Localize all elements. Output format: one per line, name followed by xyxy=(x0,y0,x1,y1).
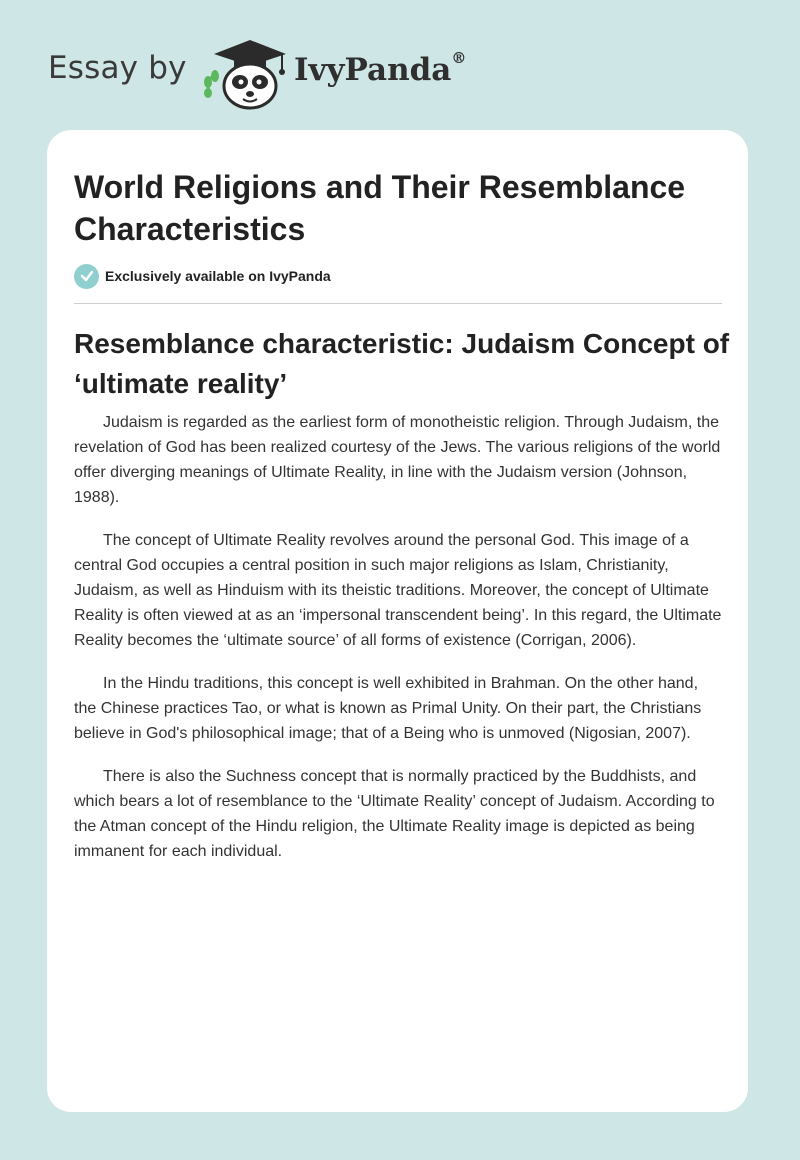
check-icon xyxy=(74,264,99,289)
page-title: World Religions and Their Resemblance Characteristics xyxy=(74,169,686,247)
divider xyxy=(74,303,722,304)
site-header xyxy=(0,0,800,130)
section-title: Resemblance characteristic: Judaism Concept of ‘ultimate reality’ xyxy=(74,328,730,399)
paragraph: In the Hindu traditions, this concept is well exhibited in Brahman. On the other hand, the Chinese practices Tao, or what is known as Primal Unity. On their part, the Christians believe in God's philosophical image; that of a Being who is unmoved (Nigosian, 2007). xyxy=(74,675,702,742)
exclusive-badge xyxy=(74,263,331,289)
paragraph: The concept of Ultimate Reality revolves around the personal God. This image of a central God occupies a central position in such major religions as Islam, Christianity, Judaism, as well as Hinduism with its theistic traditions. Moreover, the concept of Ultimate Reality is often viewed at as an ‘impersonal transcendent being’. In this regard, the Ultimate Reality becomes the ‘ultimate source’ of all forms of existence (Corrigan, 2006). xyxy=(74,532,722,649)
paragraph: Judaism is regarded as the earliest form of monotheistic religion. Through Judaism, the revelation of God has been realized courtesy of the Jews. The various religions of the world offer diverging meanings of Ultimate Reality, in line with the Judaism version (Johnson, 1988). xyxy=(74,414,721,506)
brand-name: IvyPanda® xyxy=(294,48,467,88)
article-card xyxy=(47,130,748,1112)
paragraph: There is also the Suchness concept that is normally practiced by the Buddhists, and which bears a lot of resemblance to the ‘Ultimate Reality’ concept of Judaism. According to the Atman concept of the Hindu religion, the Ultimate Reality image is depicted as being immanent for each individual. xyxy=(74,768,715,860)
badge-label: Exclusively available on IvyPanda xyxy=(105,268,331,284)
article-body xyxy=(74,410,724,882)
panda-graduate-icon xyxy=(200,36,292,110)
essay-by-label: Essay by xyxy=(48,50,187,86)
